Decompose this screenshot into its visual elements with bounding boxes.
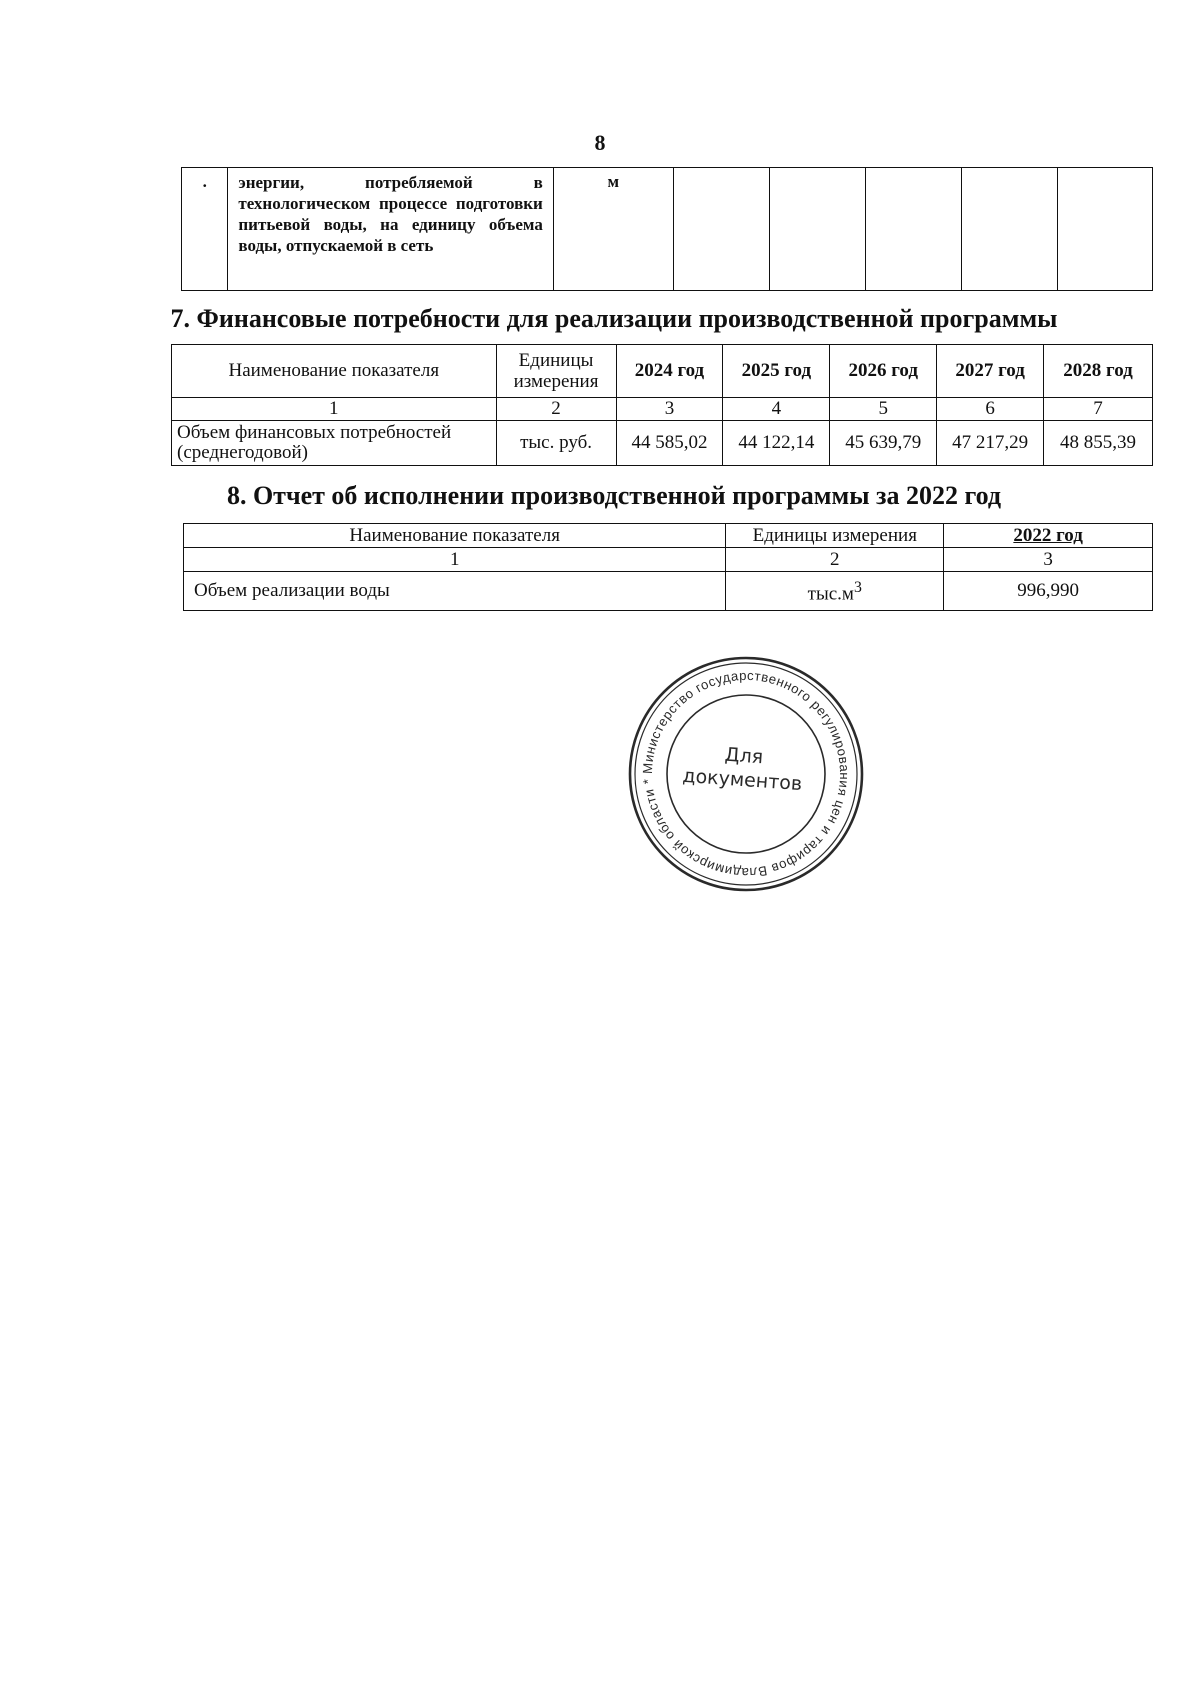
continuation-table xyxy=(181,167,1153,291)
empty-cell xyxy=(866,168,962,291)
column-number: 3 xyxy=(616,398,723,421)
stamp-center-line1: Для xyxy=(724,743,764,769)
header-year-2026: 2026 год xyxy=(830,345,937,398)
empty-cell xyxy=(1058,168,1153,291)
value-2025: 44 122,14 xyxy=(723,421,830,466)
value-2022: 996,990 xyxy=(944,572,1153,611)
empty-cell xyxy=(673,168,769,291)
page-number: 8 xyxy=(594,130,606,155)
column-number-row xyxy=(172,398,1153,421)
row-mark: . xyxy=(182,168,228,291)
column-number: 4 xyxy=(723,398,830,421)
unit-base: тыс.м xyxy=(807,583,854,605)
unit-cell xyxy=(726,572,944,611)
column-number: 7 xyxy=(1044,398,1153,421)
report-table xyxy=(183,523,1153,611)
column-number: 3 xyxy=(944,548,1153,572)
indicator-name: Объем финансовых потребностей (среднегодовой) xyxy=(172,421,497,466)
header-unit: Единицы измерения xyxy=(496,345,616,398)
header-name: Наименование показателя xyxy=(184,524,726,548)
header-year-2025: 2025 год xyxy=(723,345,830,398)
indicator-name: энергии, потребляемой в технологическом процессе подготовки питьевой воды, на единицу объема воды, отпускаемой в сеть xyxy=(228,168,553,291)
value-2024: 44 585,02 xyxy=(616,421,723,466)
unit-cell: м xyxy=(553,168,673,291)
header-year-2028: 2028 год xyxy=(1044,345,1153,398)
header-unit: Единицы измерения xyxy=(726,524,944,548)
section-8-title: 8. Отчет об исполнении производственной программы за 2022 год xyxy=(226,481,1002,510)
header-row xyxy=(172,345,1153,398)
empty-cell xyxy=(769,168,866,291)
header-year-label: 2022 год xyxy=(1013,524,1083,546)
header-name: Наименование показателя xyxy=(172,345,497,398)
official-stamp xyxy=(627,655,865,893)
financial-needs-table xyxy=(171,344,1153,466)
value-2026: 45 639,79 xyxy=(830,421,937,466)
value-2027: 47 217,29 xyxy=(937,421,1044,466)
column-number: 1 xyxy=(184,548,726,572)
column-number: 6 xyxy=(937,398,1044,421)
header-year-2022 xyxy=(944,524,1153,548)
column-number: 2 xyxy=(726,548,944,572)
column-number: 1 xyxy=(172,398,497,421)
table-row xyxy=(172,421,1153,466)
unit-cell: тыс. руб. xyxy=(496,421,616,466)
indicator-name: Объем реализации воды xyxy=(184,572,726,611)
section-7-title: 7. Финансовые потребности для реализации производственной программы xyxy=(170,304,1058,333)
column-number: 5 xyxy=(830,398,937,421)
stamp-center-line2: документов xyxy=(681,764,803,796)
header-year-2024: 2024 год xyxy=(616,345,723,398)
header-row xyxy=(184,524,1153,548)
column-number: 2 xyxy=(496,398,616,421)
table-row xyxy=(182,168,1153,291)
header-year-2027: 2027 год xyxy=(937,345,1044,398)
stamp-ring-text-path: Министерство государственного регулирования цен и тарифов Владимирской области * xyxy=(639,667,853,881)
empty-cell xyxy=(962,168,1058,291)
value-2028: 48 855,39 xyxy=(1044,421,1153,466)
column-number-row xyxy=(184,548,1153,572)
table-row xyxy=(184,572,1153,611)
unit-exponent: 3 xyxy=(853,578,862,596)
